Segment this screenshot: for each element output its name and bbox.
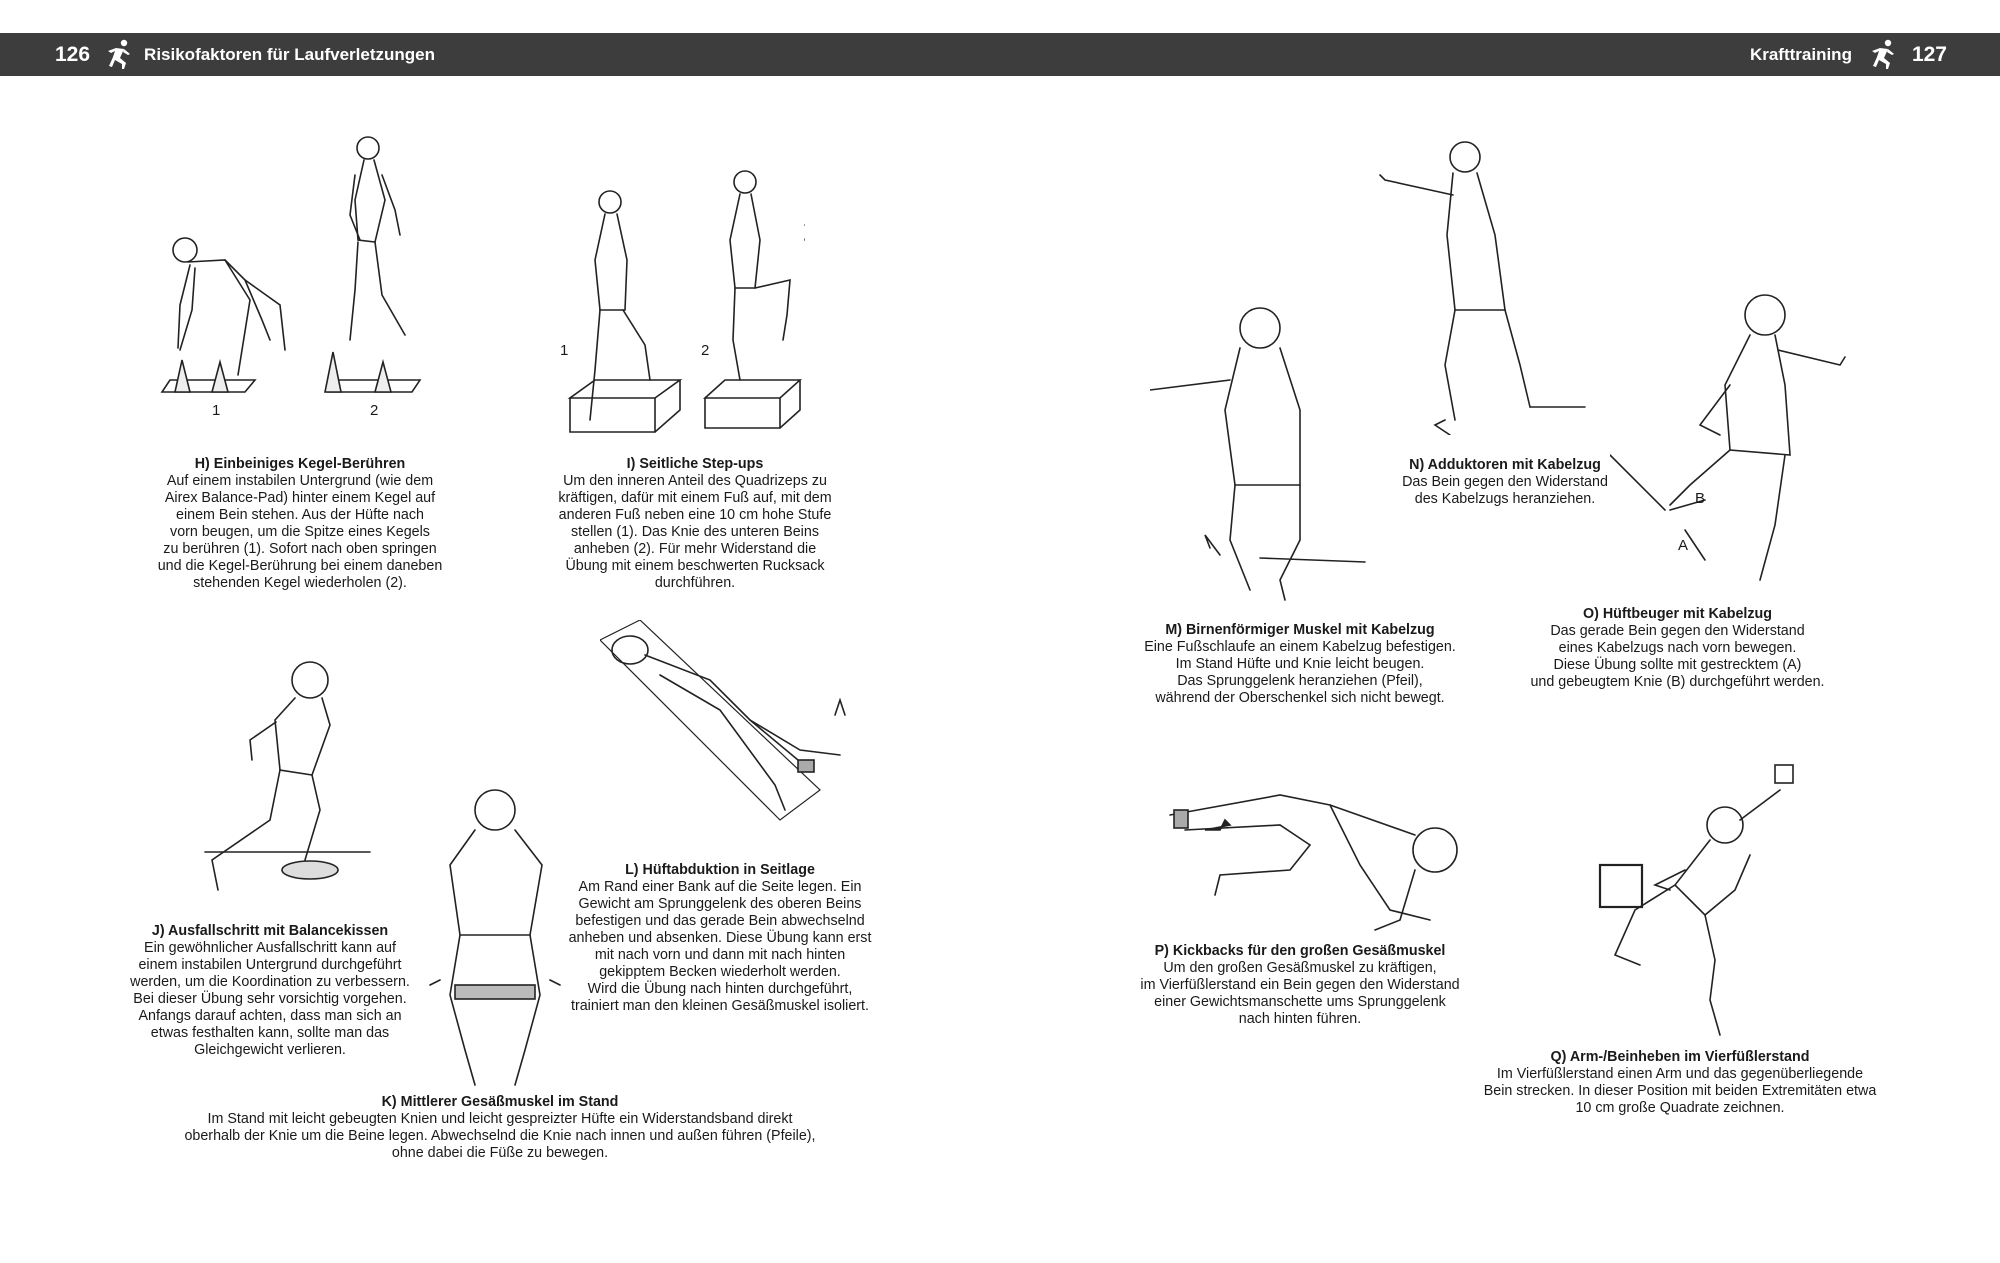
left-header [55, 33, 435, 76]
left-page-number: 126 [55, 42, 91, 66]
exercise-m-text: Eine Fußschlaufe an einem Kabelzug befestigen. Im Stand Hüfte und Knie leicht beugen. Das Sprunggelenk heranziehen (Pfeil), während der Oberschenkel sich nicht bewegt. [1144, 639, 1456, 706]
exercise-q-text: Im Vierfüßlerstand einen Arm und das gegenüberliegende Bein strecken. In dieser Position mit beiden Extremitäten etwa 10 cm große Quadrate zeichnen. [1483, 1066, 1877, 1116]
exercise-l [550, 862, 890, 1015]
figure-j-lunge [200, 660, 375, 905]
figure-i-label-1: 1 [560, 342, 569, 359]
figure-k-standing-glute [420, 785, 570, 1095]
running-person-icon [104, 39, 134, 71]
right-header [1750, 33, 1947, 76]
exercise-q-title: Q) Arm-/Beinheben im Vierfüßlerstand [1550, 1049, 1810, 1065]
exercise-o-title: O) Hüftbeuger mit Kabelzug [1582, 606, 1773, 622]
exercise-k-text: Im Stand mit leicht gebeugten Knien und leicht gespreizter Hüfte ein Widerstandsband direkt oberhalb der Knie um die Beine legen. Abwechselnd die Knie nach innen und außen führen (Pfeile), ohne dabei die Füße zu bewegen. [184, 1111, 816, 1161]
exercise-o-text: Das gerade Bein gegen den Widerstand eines Kabelzugs nach vorn bewegen. Diese Übung sollte mit gestrecktem (A) und gebeugtem Knie (B) durchgeführt werden. [1530, 623, 1825, 690]
exercise-n-text: Das Bein gegen den Widerstand des Kabelzugs heranziehen. [1402, 474, 1608, 507]
exercise-l-title: L) Hüftabduktion in Seitlage [625, 862, 815, 878]
exercise-l-text: Am Rand einer Bank auf die Seite legen. Ein Gewicht am Sprunggelenk des oberen Beins befestigen und das gerade Bein abwechselnd anheben und absenken. Diese Übung kann erst mit nach vorn und dann mit nach hinten gekipptem Becken wiederholt werden. Wird die Übung nach hinten durchgeführt, trainiert man den kleinen Gesäßmuskel isoliert. [568, 879, 872, 1014]
exercise-h-text: Auf einem instabilen Untergrund (wie dem Airex Balance-Pad) hinter einem Kegel auf einem Bein stehen. Aus der Hüfte nach vorn beugen, um die Spitze eines Kegels zu berühren (1). Sofort nach oben springen und die Kegel-Berührung bei einem daneben stehenden Kegel wiederholen (2). [157, 473, 443, 591]
figure-q-arm-leg-raise [1595, 760, 1810, 1040]
exercise-n-title: N) Adduktoren mit Kabelzug [1409, 457, 1601, 473]
exercise-m [1125, 622, 1475, 707]
left-chapter-title: Risikofaktoren für Laufverletzungen [144, 44, 435, 64]
exercise-i [525, 456, 865, 592]
exercise-h-title: H) Einbeiniges Kegel-Berühren [194, 456, 406, 472]
figure-o-label-b: B [1695, 490, 1706, 507]
exercise-q [1440, 1049, 1920, 1117]
figure-h-cone-touch [150, 130, 450, 425]
running-person-icon [1868, 39, 1898, 71]
exercise-n [1380, 457, 1630, 508]
figure-i-step-ups [555, 170, 805, 440]
exercise-i-title: I) Seitliche Step-ups [626, 456, 764, 472]
page-header-bar [0, 33, 2000, 76]
exercise-p [1125, 943, 1475, 1028]
exercise-m-title: M) Birnenförmiger Muskel mit Kabelzug [1165, 622, 1435, 638]
exercise-j [105, 923, 435, 1059]
figure-p-kickbacks [1160, 770, 1480, 935]
exercise-j-title: J) Ausfallschritt mit Balancekissen [151, 923, 389, 939]
exercise-o [1505, 606, 1850, 691]
figure-i-label-2: 2 [701, 342, 710, 359]
figure-l-side-abduction [600, 620, 850, 825]
figure-h-label-2: 2 [370, 402, 379, 419]
exercise-h [120, 456, 480, 592]
figure-n-adductors [1355, 135, 1590, 435]
exercise-j-text: Ein gewöhnlicher Ausfallschritt kann auf einem instabilen Untergrund durchgeführt werden, um die Koordination zu verbessern. Bei dieser Übung sehr vorsichtig vorgehen. Anfangs darauf achten, dass man sich an etwas festhalten kann, sollte man das Gleichgewicht verlieren. [130, 940, 410, 1058]
exercise-i-text: Um den inneren Anteil des Quadrizeps zu kräftigen, dafür mit einem Fuß auf, mit dem anderen Fuß neben eine 10 cm hohe Stufe stellen (1). Das Knie des unteren Beins anheben (2). Für mehr Widerstand die Übung mit einem beschwerten Rucksack durchführen. [558, 473, 832, 591]
exercise-k [140, 1094, 860, 1162]
right-chapter-title: Krafttraining [1749, 44, 1852, 64]
exercise-k-title: K) Mittlerer Gesäßmuskel im Stand [381, 1094, 619, 1110]
figure-o-hip-flexor [1610, 285, 1850, 585]
figure-h-label-1: 1 [212, 402, 221, 419]
figure-m-piriformis [1150, 300, 1380, 605]
exercise-p-text: Um den großen Gesäßmuskel zu kräftigen, im Vierfüßlerstand ein Bein gegen den Widerstand einer Gewichtsmanschette ums Sprunggelenk nach hinten führen. [1140, 960, 1460, 1027]
figure-o-label-a: A [1678, 537, 1689, 554]
right-page-number: 127 [1911, 42, 1947, 66]
exercise-p-title: P) Kickbacks für den großen Gesäßmuskel [1154, 943, 1446, 959]
